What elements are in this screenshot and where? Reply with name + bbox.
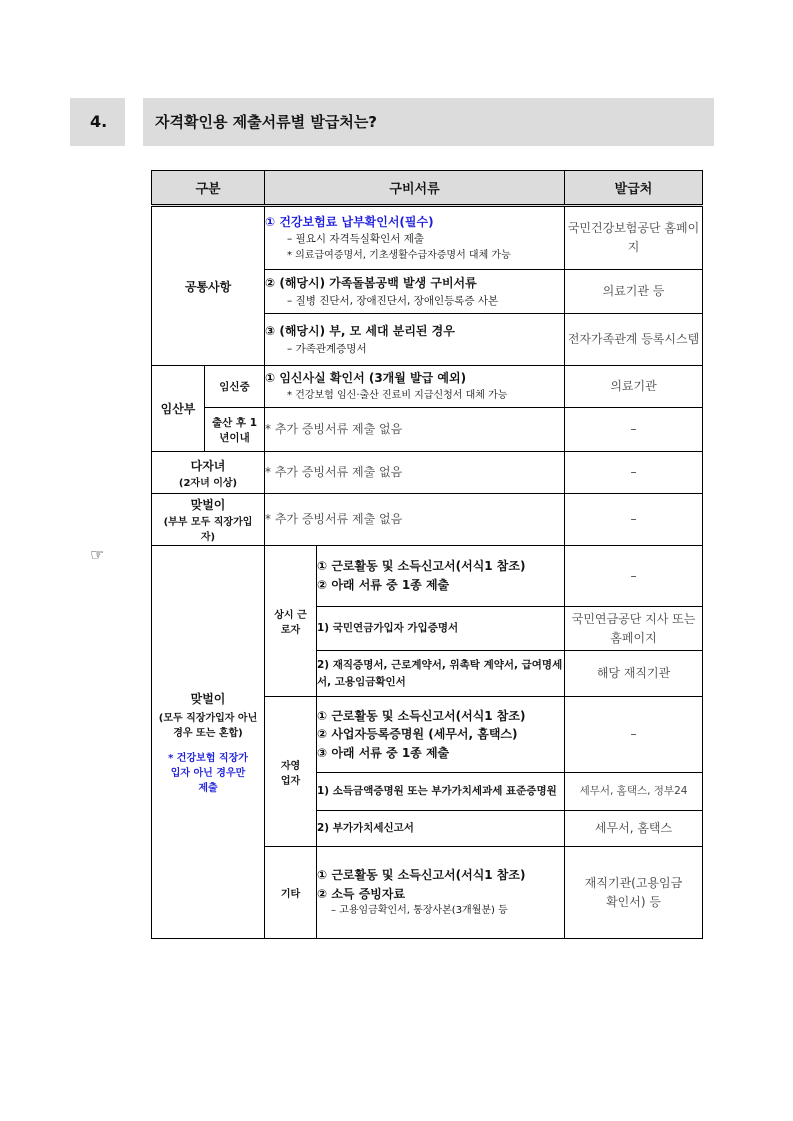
pregnant-sub1-docs bbox=[265, 366, 565, 408]
regular-opt2-issuer: 해당 재직기관 bbox=[565, 651, 703, 697]
pregnant-sub2-issuer: – bbox=[565, 408, 703, 452]
regular-opt2: 2) 재직증명서, 근로계약서, 위촉탁 계약서, 급여명세서, 고용임금확인서 bbox=[317, 651, 565, 697]
pregnant-sub2-note: * 추가 증빙서류 제출 없음 bbox=[265, 408, 565, 452]
common-doc1-title: ① 건강보험료 납부확인서(필수) bbox=[265, 214, 434, 229]
regular-main bbox=[317, 546, 565, 607]
other-label: 기타 bbox=[265, 847, 317, 939]
other-main3: – 고용임금확인서, 통장사본(3개월분) 등 bbox=[331, 905, 508, 917]
common-doc1-issuer: 국민건강보험공단 홈페이지 bbox=[565, 206, 703, 270]
dual-a-issuer: – bbox=[565, 494, 703, 546]
dual-a-category: 맞벌이 bbox=[190, 498, 226, 512]
common-doc1-line2: * 의료급여증명서, 기초생활수급자증명서 대체 가능 bbox=[287, 249, 511, 261]
regular-opt1-issuer: 국민연금공단 지사 또는 홈페이지 bbox=[565, 607, 703, 651]
table-row bbox=[152, 206, 703, 270]
table-header-row bbox=[152, 171, 703, 206]
section-title: 자격확인용 제출서류별 발급처는? bbox=[143, 98, 714, 146]
regular-main1: ① 근로활동 및 소득신고서(서식1 참조) bbox=[317, 559, 526, 574]
regular-worker-label: 상시 근로자 bbox=[265, 546, 317, 697]
table-row bbox=[152, 366, 703, 408]
multichild-note: * 추가 증빙서류 제출 없음 bbox=[265, 452, 565, 494]
regular-opt1: 1) 국민연금가입자 가입증명서 bbox=[317, 607, 565, 651]
common-doc3-title: ③ (해당시) 부, 모 세대 분리된 경우 bbox=[265, 324, 455, 339]
common-doc2-issuer: 의료기관 등 bbox=[565, 270, 703, 314]
pregnant-sub1-issuer: 의료기관 bbox=[565, 366, 703, 408]
other-main1: ① 근로활동 및 소득신고서(서식1 참조) bbox=[317, 868, 526, 883]
dual-b-category: 맞벌이 bbox=[190, 692, 226, 706]
common-doc1 bbox=[265, 206, 565, 270]
self-opt1: 1) 소득금액증명원 또는 부가가치세과세 표준증명원 bbox=[317, 773, 565, 811]
self-main-issuer: – bbox=[565, 697, 703, 773]
self-main3: ③ 아래 서류 중 1종 제출 bbox=[317, 745, 450, 760]
common-doc3-line1: – 가족관계증명서 bbox=[287, 342, 367, 355]
self-employed-label: 자영 업자 bbox=[265, 697, 317, 847]
documents-table bbox=[151, 170, 703, 939]
self-opt2: 2) 부가가치세신고서 bbox=[317, 811, 565, 847]
multichild-issuer: – bbox=[565, 452, 703, 494]
multichild-category: 다자녀 bbox=[190, 458, 226, 473]
table-row bbox=[152, 408, 703, 452]
self-opt2-issuer: 세무서, 홈택스 bbox=[565, 811, 703, 847]
dual-a-category-sub: (부부 모두 직장가입자) bbox=[163, 517, 253, 543]
pointing-hand-icon: ☞ bbox=[90, 545, 105, 564]
pregnant-sub1-title: ① 임신사실 확인서 (3개월 발급 예외) bbox=[265, 371, 467, 386]
dual-a-category-cell bbox=[152, 494, 265, 546]
common-doc2-line1: – 질병 진단서, 장애진단서, 장애인등록증 사본 bbox=[287, 294, 499, 307]
table-row bbox=[152, 452, 703, 494]
header-documents: 구비서류 bbox=[265, 171, 565, 206]
common-doc3 bbox=[265, 314, 565, 366]
pregnant-sub2: 출산 후 1년이내 bbox=[205, 408, 265, 452]
pregnant-sub1-note: * 건강보험 임신·출산 진료비 지급신청서 대체 가능 bbox=[287, 390, 508, 402]
table-row bbox=[152, 494, 703, 546]
common-doc2-title: ② (해당시) 가족돌봄공백 발생 구비서류 bbox=[265, 276, 477, 291]
common-doc3-issuer: 전자가족관계 등록시스템 bbox=[565, 314, 703, 366]
regular-main2: ② 아래 서류 중 1종 제출 bbox=[317, 578, 450, 592]
self-main bbox=[317, 697, 565, 773]
pregnant-category: 임산부 bbox=[152, 366, 205, 452]
other-issuer: 재직기관(고용임금 확인서) 등 bbox=[565, 847, 703, 939]
regular-main-issuer: – bbox=[565, 546, 703, 607]
pregnant-sub1: 임신중 bbox=[205, 366, 265, 408]
dual-b-category-note: * 건강보험 직장가입자 아닌 경우만 제출 bbox=[168, 753, 248, 794]
common-doc1-line1: – 필요시 자격득실확인서 제출 bbox=[287, 233, 424, 246]
dual-a-note: * 추가 증빙서류 제출 없음 bbox=[265, 494, 565, 546]
self-main1: ① 근로활동 및 소득신고서(서식1 참조) bbox=[317, 708, 526, 723]
other-main2: ② 소득 증빙자료 bbox=[317, 886, 406, 901]
header-category: 구분 bbox=[152, 171, 265, 206]
header-issuer: 발급처 bbox=[565, 171, 703, 206]
dual-b-category-sub: (모두 직장가입자 아닌 경우 또는 혼합) bbox=[158, 713, 258, 739]
dual-b-category-cell bbox=[152, 546, 265, 939]
common-category: 공통사항 bbox=[152, 206, 265, 366]
table-row bbox=[152, 546, 703, 607]
common-doc2 bbox=[265, 270, 565, 314]
multichild-category-sub: (2자녀 이상) bbox=[178, 477, 238, 489]
multichild-category-cell bbox=[152, 452, 265, 494]
self-opt1-issuer: 세무서, 홈택스, 정부24 bbox=[565, 773, 703, 811]
section-number: 4. bbox=[70, 98, 125, 146]
other-main bbox=[317, 847, 565, 939]
self-main2: ② 사업자등록증명원 (세무서, 홈택스) bbox=[317, 727, 518, 742]
